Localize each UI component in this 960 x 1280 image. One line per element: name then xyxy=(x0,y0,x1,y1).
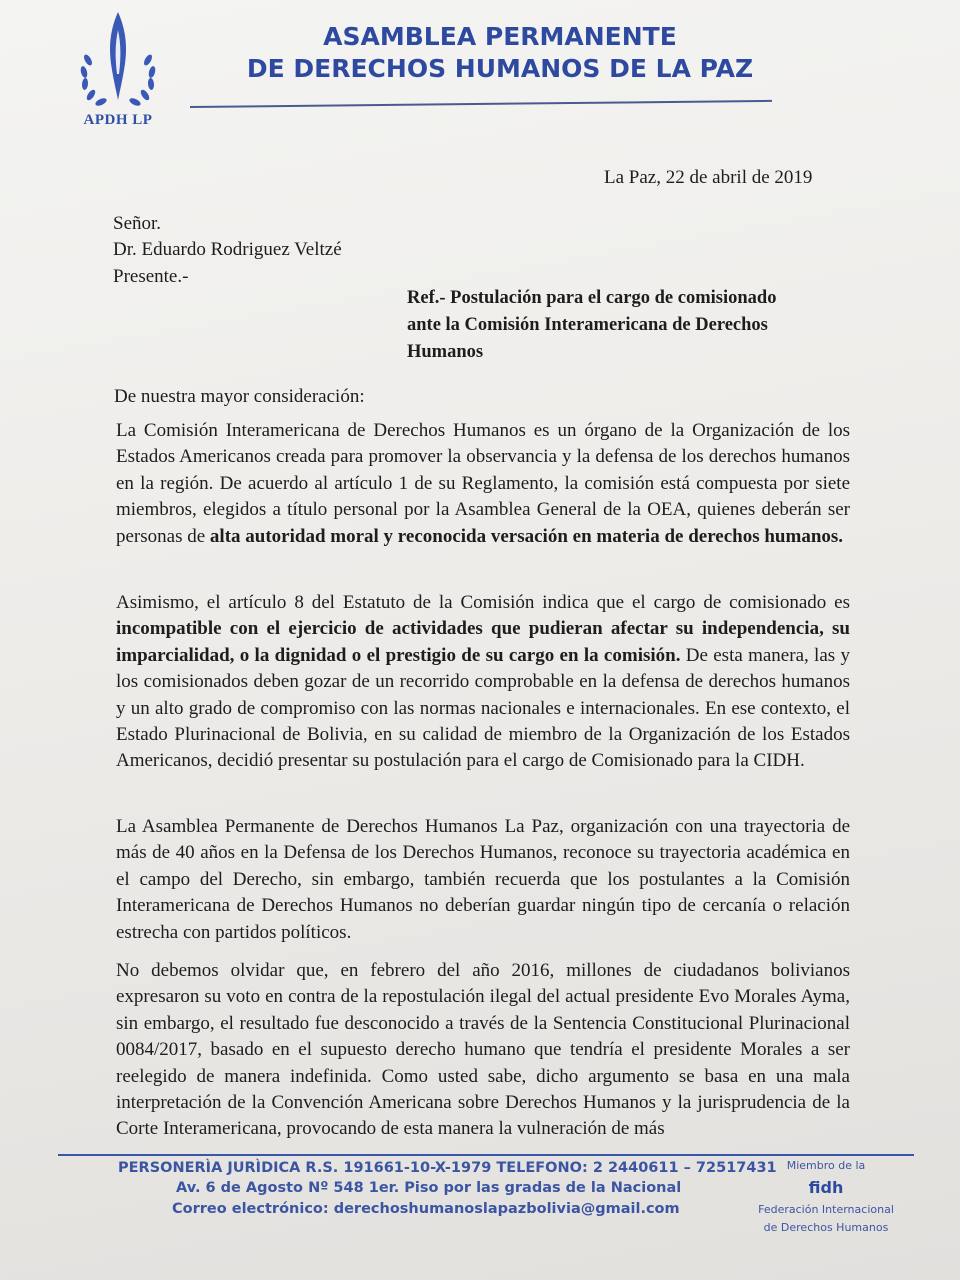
logo-text: APDH LP xyxy=(83,112,153,128)
header-divider xyxy=(190,100,772,108)
reference-line: Humanos xyxy=(407,342,484,362)
footer-legal-phone: PERSONERÌA JURÌDICA R.S. 191661-10-X-1979 TELEFONO: 2 2440611 – 72517431 xyxy=(118,1160,777,1176)
org-title-line2: DE DERECHOS HUMANOS DE LA PAZ xyxy=(246,54,754,83)
fidh-logo: fidh xyxy=(808,1178,844,1197)
paragraph-text: De esta manera, las y los comisionados deben gozar de un recorrido comprobable en la defensa de derechos humanos y un alto grado de compromiso con las normas nacionales e internacionales. En ese contexto, el Estado Plurinacional de Bolivia, en su calidad de miembro de la Organización de los Estados Americanos, decidió presentar su postulación para el cargo de Comisionado para la CIDH. xyxy=(116,644,850,772)
footer-email: Correo electrónico: derechoshumanoslapazbolivia@gmail.com xyxy=(172,1201,680,1217)
paragraph-3: La Asamblea Permanente de Derechos Humanos La Paz, organización con una trayectoria de más de 40 años en la Defensa de los Derechos Humanos, reconoce su trayectoria académica en el campo del Derecho, sin embargo, también recuerda que los postulantes a la Comisión Interamericana de Derechos Humanos no deberían guardar ningún tipo de cercanía o relación estrecha con partidos políticos. xyxy=(116,816,850,943)
reference-block xyxy=(407,285,827,366)
fidh-name-line2: de Derechos Humanos xyxy=(763,1221,889,1234)
org-title-line1: ASAMBLEA PERMANENTE xyxy=(323,22,677,51)
fidh-name-line1: Federación Internacional xyxy=(758,1203,894,1216)
letter-date: La Paz, 22 de abril de 2019 xyxy=(604,167,813,188)
recipient-title: Señor. xyxy=(113,213,162,234)
footer-divider xyxy=(58,1154,914,1156)
paragraph-bold-text: incompatible con el ejercicio de actividades que pudieran afectar su independencia, su imparcialidad, o la dignidad o el prestigio de su cargo en la comisión. xyxy=(116,618,850,666)
paragraph-text: La Comisión Interamericana de Derechos Humanos es un órgano de la Organización de los Estados Americanos creada para promover la observancia y la defensa de los derechos humanos en la región. De acuerdo al artículo 1 de su Reglamento, la comisión está compuesta por siete miembros, elegidos a título personal por la Asamblea General de la OEA, quienes deberán ser personas de xyxy=(116,420,850,547)
reference-line: Ref.- Postulación para el cargo de comisionado xyxy=(407,288,777,308)
flame-laurel-icon xyxy=(70,8,166,112)
apdh-logo xyxy=(70,8,166,126)
paragraph-1 xyxy=(116,418,850,550)
paragraph-text: Asimismo, el artículo 8 del Estatuto de la Comisión indica que el cargo de comisionado es xyxy=(116,592,850,613)
footer-address: Av. 6 de Agosto Nº 548 1er. Piso por las gradas de la Nacional xyxy=(176,1180,682,1196)
paragraph-4: No debemos olvidar que, en febrero del año 2016, millones de ciudadanos bolivianos expresaron su voto en contra de la repostulación ilegal del actual presidente Evo Morales Ayma, sin embargo, el resultado fue desconocido a través de la Sentencia Constitucional Plurinacional 0084/2017, basado en el supuesto derecho humano que tendría el presidente Morales a ser reelegido de manera indefinida. Como usted sabe, dicho argumento se basa en una mala interpretación de la Convención Americana sobre Derechos Humanos y la jurisprudencia de la Corte Interamericana, provocando de esta manera la vulneración de más xyxy=(116,960,850,1140)
paragraph-bold-text: alta autoridad moral y reconocida versación en materia de derechos humanos. xyxy=(209,525,844,547)
recipient-presente: Presente.- xyxy=(113,266,189,287)
member-of-label: Miembro de la xyxy=(786,1159,866,1172)
salutation: De nuestra mayor consideración: xyxy=(114,386,365,407)
paragraph-2 xyxy=(116,590,850,775)
recipient-name: Dr. Eduardo Rodriguez Veltzé xyxy=(113,239,342,260)
reference-line: ante la Comisión Interamericana de Derechos xyxy=(407,315,768,335)
